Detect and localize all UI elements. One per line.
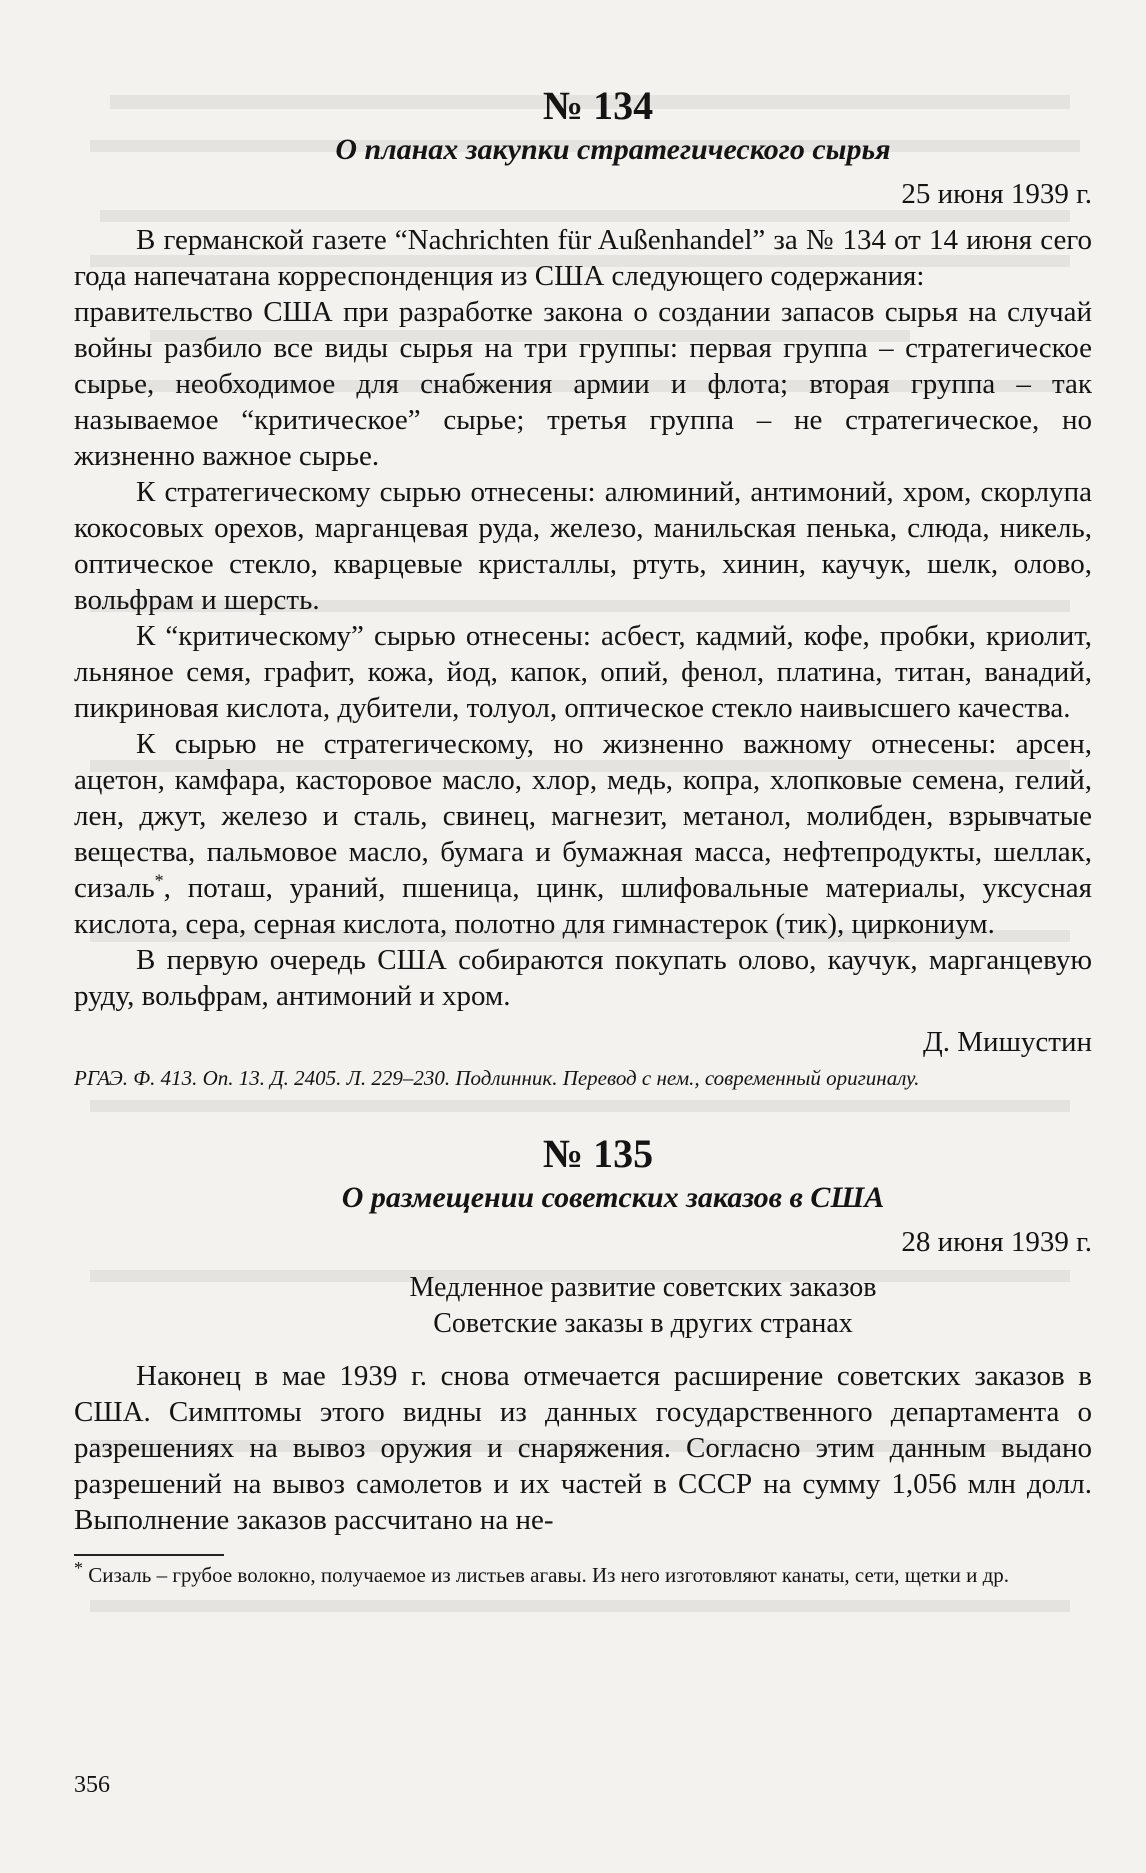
- paragraph-vital-part1: К сырью не стратегическому, но жизненно важному отнесены: арсен, ацетон, камфара, касторовое масло, хлор, медь, копра, хлопковые семена, гелий, лен, джут, железо и сталь, свинец, магнезит, метанол, молибден, взрывчатые вещества, пальмовое масло, бумага и бумажная масса, нефтепродукты, шеллак, сизаль: [74, 728, 1092, 904]
- document-number-135: № 135: [542, 1131, 654, 1176]
- paragraph-critical: К “критическому” сырью отнесены: асбест, кадмий, кофе, пробки, криолит, льняное семя, графит, кожа, йод, капок, опий, фенол, платина, титан, ванадий, пикриновая кислота, дубители, толуол, оптическое стекло наивысшего качества.: [74, 620, 1092, 724]
- paragraph-vital: [74, 726, 1092, 942]
- page-content: [74, 82, 1092, 1590]
- paragraph-vital-part2: , поташ, ураний, пшеница, цинк, шлифовальные материалы, уксусная кислота, сера, серная кислота, полотно для гимнастерок (тик), циркониум.: [74, 872, 1092, 940]
- document-number-134: № 134: [542, 83, 654, 128]
- paragraph-groups: правительство США при разработке закона о создании запасов сырья на случай войны разбило все виды сырья на три группы: первая группа – стратегическое сырье, необходимое для снабжения армии и флота; вторая группа – так называемое “критическое” сырье; третья группа – не стратегическое, но жизненно важное сырье.: [74, 296, 1092, 472]
- paragraph-intro: В германской газете “Nachrichten für Außenhandel” за № 134 от 14 июня сего года напечатана корреспонденция из США следующего содержания:: [74, 224, 1092, 292]
- document-date-134: 25 июня 1939 г.: [901, 178, 1092, 210]
- document-date-135: 28 июня 1939 г.: [901, 1226, 1092, 1258]
- footnote-divider: [74, 1554, 224, 1556]
- signature: Д. Мишустин: [922, 1026, 1092, 1058]
- footnote: [74, 1560, 1092, 1590]
- paragraph-strategic: К стратегическому сырью отнесены: алюминий, антимоний, хром, скорлупа кокосовых орехов, марганцевая руда, железо, манильская пенька, слюда, никель, оптическое стекло, кварцевые кристаллы, ртуть, хинин, каучук, шелк, олово, вольфрам и шерсть.: [74, 476, 1092, 616]
- paragraph-may-1939: Наконец в мае 1939 г. снова отмечается расширение советских заказов в США. Симптомы этого видны из данных государственного департамента о разрешениях на вывоз оружия и снаряжения. Согласно этим данным выдано разрешений на вывоз самолетов и их частей в СССР на сумму 1,056 млн долл. Выполнение заказов рассчитано на не-: [74, 1360, 1092, 1536]
- page-number: 356: [74, 1772, 110, 1798]
- document-title-134: О планах закупки стратегического сырья: [335, 133, 891, 166]
- footnote-reference: *: [154, 870, 164, 891]
- footnote-mark: *: [74, 1558, 83, 1578]
- subheading-other-countries: Советские заказы в других странах: [433, 1308, 853, 1339]
- document-title-135: О размещении советских заказов в США: [341, 1181, 885, 1214]
- paragraph-priority: В первую очередь США собираются покупать олово, каучук, марганцевую руду, вольфрам, антимоний и хром.: [74, 944, 1092, 1012]
- archive-reference: РГАЭ. Ф. 413. Оп. 13. Д. 2405. Л. 229–230. Подлинник. Перевод с нем., современный оригиналу.: [74, 1066, 920, 1090]
- footnote-text: Сизаль – грубое волокно, получаемое из листьев агавы. Из него изготовляют канаты, сети, щетки и др.: [83, 1563, 1010, 1587]
- subheading-slow-development: Медленное развитие советских заказов: [409, 1272, 877, 1303]
